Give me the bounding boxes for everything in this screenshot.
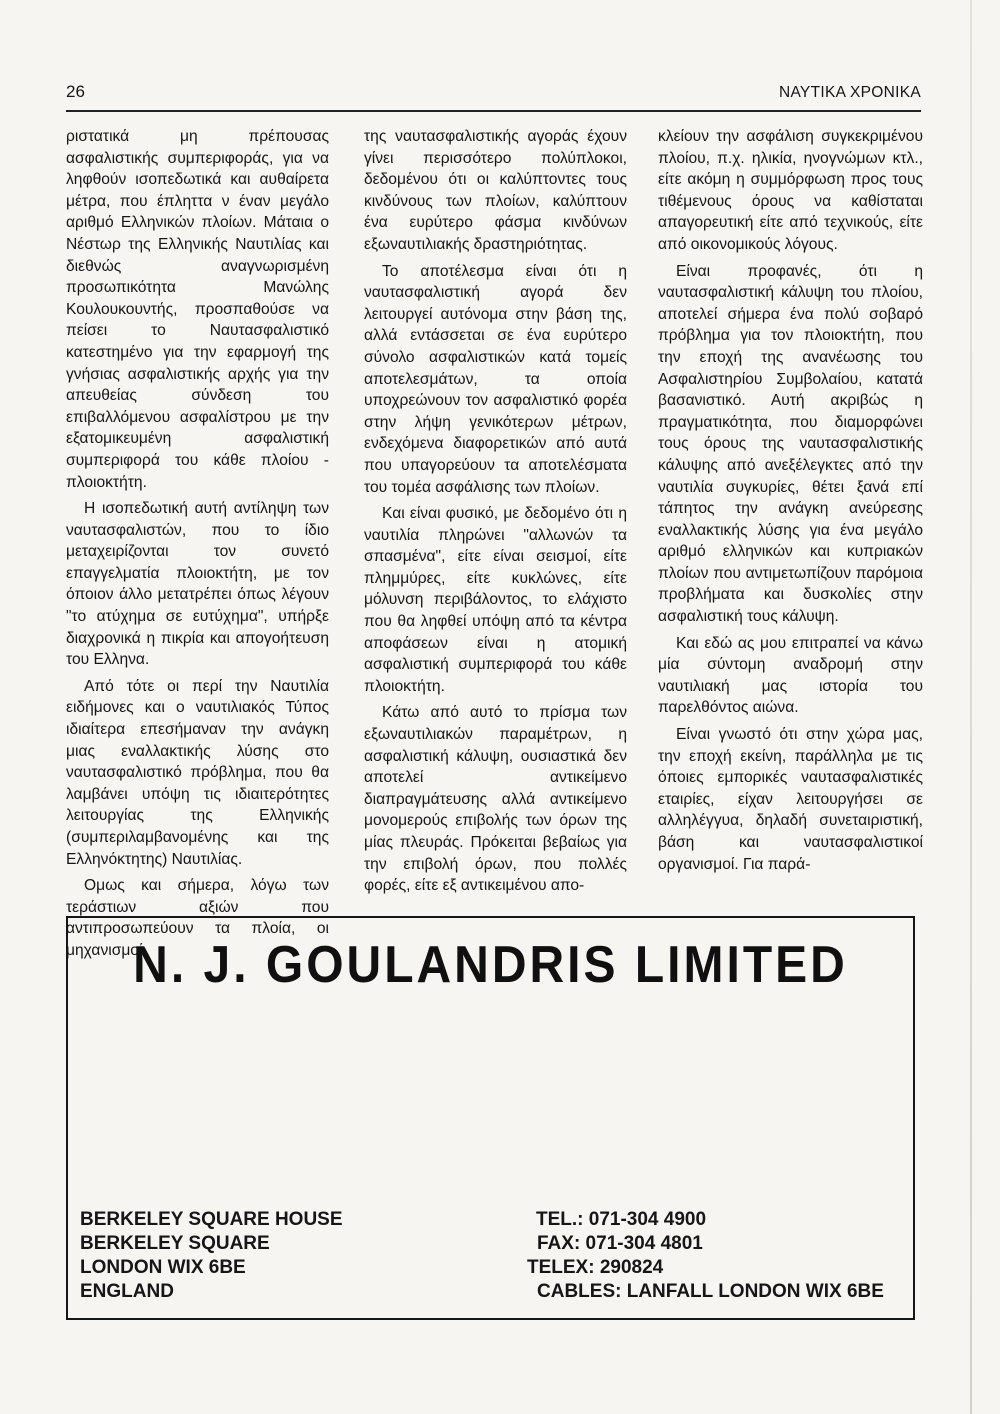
- page-edge: [970, 0, 972, 1414]
- advertiser-contacts: [527, 1208, 884, 1304]
- cables: CABLES: LANFALL LONDON WIX 6BE: [537, 1281, 884, 1302]
- address-line: BERKELEY SQUARE: [80, 1233, 270, 1254]
- advertiser-name: N. J. GOULANDRIS LIMITED: [133, 936, 848, 995]
- paragraph: Είναι γνωστό ότι στην χώρα μας, την εποχή εκείνη, παράλληλα με τις όποιες εμπορικές ναυτασφαλιστικές εταιρίες, είχαν λειτουργήσει σε αλληλέγγυα, δηλαδή συνεταιριστική, βάση και ναυτασφαλιστικοί οργανισμοί. Για παρά-: [658, 726, 923, 873]
- paragraph: Από τότε οι περί την Ναυτιλία ειδήμονες και ο ναυτιλιακός Τύπος ιδιαίτερα επεσήμαναν την ανάγκη μιας εναλλακτικής λύσης στο ναυτασφαλιστικό πρόβλημα, που θα λαμβάνει υπόψη τις ιδιαιτερότητες λειτουργίας της Ελληνικής (συμπεριλαμβανομένης και της Ελληνόκτητης) Ναυτιλίας.: [66, 677, 329, 868]
- address-line: ENGLAND: [80, 1281, 174, 1302]
- publication-title: ΝΑΥΤΙΚΑ ΧΡΟΝΙΚΑ: [778, 84, 921, 101]
- telephone: TEL.: 071-304 4900: [536, 1209, 707, 1230]
- paragraph: Και εδώ ας μου επιτραπεί να κάνω μία σύντομη αναδρομή στην ναυτιλιακή μας ιστορία του παρελθόντος αιώνα.: [658, 634, 923, 717]
- page-number: 26: [66, 82, 85, 101]
- paragraph: Ομως και σήμερα, λόγω των τεράστιων αξιών που αντιπροσωπεύουν τα πλοία, οι μηχανισμοί: [66, 877, 329, 959]
- paragraph: Και είναι φυσικό, με δεδομένο ότι η ναυτιλία πληρώνει "αλλωνών τα σπασμένα", είτε είναι σεισμοί, είτε πλημμύρες, είτε κυκλώνες, είτε μόλυνση περιβάλοντος, το ελάχιστο που θα ληφθεί υπόψη από τα κέντρα αποφάσεων είναι η ατομική ασφαλιστική συμπεριφορά του κάθε πλοιοκτήτη.: [364, 505, 627, 695]
- paragraph: Είναι προφανές, ότι η ναυτασφαλιστική κάλυψη του πλοίου, αποτελεί σήμερα ένα πολύ σοβαρό πρόβλημα για τον πλοιοκτήτη, που την εποχή της ανανέωσης του Ασφαλιστηρίου Συμβολαίου, κατατά βασανιστικό. Αυτή ακριβώς η πραγματικότητα, που διαμορφώνει τους όρους της ναυτασφαλιστικής κάλυψης από ανεξέλεγκτες από την ναυτιλία συγκυρίες, θέτει ξανά επί τάπητος την ανάγκη ανεύρεσης εναλλακτικής λύσης για ένα μεγάλο αριθμό ελληνικών και κυπριακών πλοίων που αντιμετωπίζουν παρόμοια προβλήματα και δυσκολίες στην ασφαλιστική τους κάλυψη.: [658, 262, 923, 626]
- paragraph: της ναυτασφαλιστικής αγοράς έχουν γίνει περισσότερο πολύπλοκοι, δεδομένου ότι οι καλύπτοντες τους κινδύνους των πλοίων, καλύπτουν ένα ευρύτερο φάσμα κινδύνων εξωναυτιλιακής δραστηριότητας.: [364, 128, 627, 253]
- article-column-2: [364, 126, 627, 902]
- advertiser-address: [80, 1208, 343, 1304]
- address-line: LONDON WIX 6BE: [80, 1257, 246, 1278]
- article-column-1: [66, 126, 329, 967]
- advertisement: [66, 916, 915, 1320]
- paragraph: Κάτω από αυτό το πρίσμα των εξωναυτιλιακών παραμέτρων, η ασφαλιστική κάλυψη, ουσιαστικά δεν αποτελεί αντικείμενο διαπραγμάτευσης αλλά αντικείμενο μονομερούς επιβολής των όρων της μίας πλευράς. Πρόκειται βεβαίως για την επιβολή όρων, που πολλές φορές, είτε εξ αντικειμένου απο-: [364, 704, 627, 895]
- page-header: [66, 80, 921, 112]
- paragraph: Η ισοπεδωτική αυτή αντίληψη των ναυτασφαλιστών, που το ίδιο μεταχειρίζονται τον συνετό επαγγελματία πλοιοκτήτη, με τον όποιον άλλο μετατρέπει όπως λέγουν "το ατύχημα σε ευτύχημα", υπήρξε διαχρονικά η πικρία και απογοήτευση του Ελληνα.: [66, 500, 329, 669]
- telex: TELEX: 290824: [527, 1257, 664, 1278]
- article-column-3: [658, 126, 923, 880]
- paragraph: Το αποτέλεσμα είναι ότι η ναυτασφαλιστική αγορά δεν λειτουργεί αυτόνομα στην βάση της, αλλά εντάσσεται σε ένα ευρύτερο σύνολο ασφαλιστικών κατά τομείς αποτελεσμάτων, τα οποία υποχρεώνουν τον ασφαλιστικό φορέα στην λήψη γενικότερων μέτρων, ενδεχόμενα διαφορετικών από αυτά που υπαγορεύουν τα αποτελέσματα του τομέα ασφάλισης των πλοίων.: [364, 262, 627, 496]
- fax: FAX: 071-304 4801: [537, 1233, 703, 1254]
- paragraph: ριστατικά μη πρέπουσας ασφαλιστικής συμπεριφοράς, για να ληφθούν ισοπεδωτικά και αυθαίρετα μέτρα, που έπληττα ν έναν μεγάλο αριθμό Ελληνικών πλοίων. Μάταια ο Νέστωρ της Ελληνικής Ναυτιλίας και διεθνώς αναγνωρισμένη προσωπικότητα Μανώλης Κουλουκουντής, προσπαθούσε να πείσει το Ναυτασφαλιστικό κατεστημένο για την εφαρμογή της γνήσιας ασφαλιστικής αρχής για την απευθείας σύνδεση του επιβαλλόμενου ασφαλίστρου με την εξατομικευμένη ασφαλιστική συμπεριφορά του κάθε πλοίου - πλοιοκτήτη.: [66, 128, 329, 491]
- paragraph: κλείουν την ασφάλιση συγκεκριμένου πλοίου, π.χ. ηλικία, ηνογνώμων κτλ., είτε ακόμη η συμμόρφωση προς τους τιθέμενους όρους να καθίσταται απαγορευτική είτε από τεχνικούς, είτε από οικονομικούς λόγους.: [658, 128, 923, 253]
- address-line: BERKELEY SQUARE HOUSE: [80, 1209, 343, 1230]
